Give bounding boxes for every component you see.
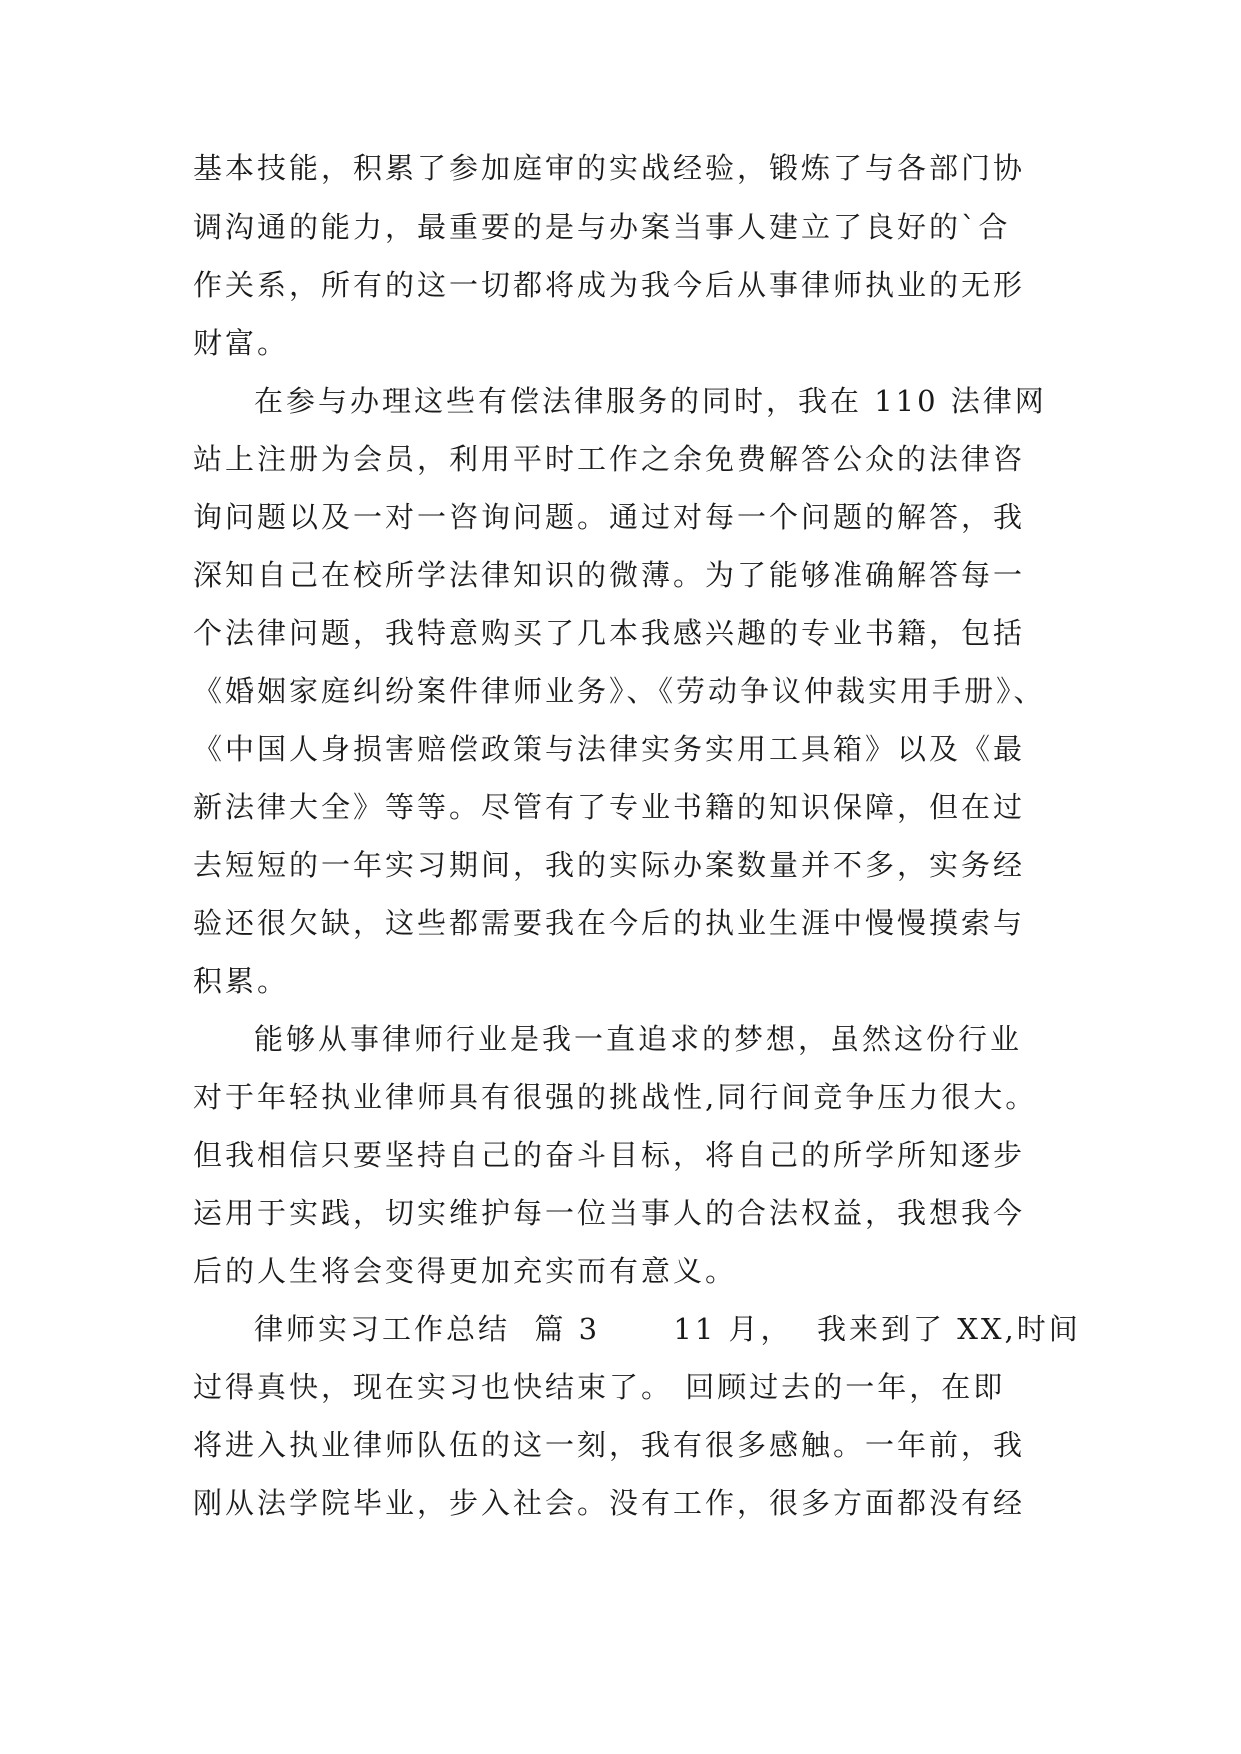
text-line: 深知自己在校所学法律知识的微薄。为了能够准确解答每一 <box>193 558 1026 592</box>
text-line: 新法律大全》等等。尽管有了专业书籍的知识保障，但在过 <box>193 790 1026 824</box>
text-line: 验还很欠缺，这些都需要我在今后的执业生涯中慢慢摸索与 <box>193 906 1026 940</box>
text-line: 去短短的一年实习期间，我的实际办案数量并不多，实务经 <box>193 848 1026 882</box>
text-line: 基本技能，积累了参加庭审的实战经验，锻炼了与各部门协 <box>193 151 1026 185</box>
text-line: 过得真快，现在实习也快结束了。 回顾过去的一年，在即 <box>193 1370 1006 1404</box>
paragraph-first-line: 律师实习工作总结 篇 3 11 月， 我来到了 XX,时间 <box>254 1312 1081 1346</box>
text-line: 运用于实践，切实维护每一位当事人的合法权益，我想我今 <box>193 1196 1026 1230</box>
text-line: 但我相信只要坚持自己的奋斗目标，将自己的所学所知逐步 <box>193 1138 1026 1172</box>
paragraph-first-line: 能够从事律师行业是我一直追求的梦想，虽然这份行业 <box>254 1022 1023 1056</box>
text-line: 询问题以及一对一咨询问题。通过对每一个问题的解答，我 <box>193 500 1026 534</box>
paragraph-first-line: 在参与办理这些有偿法律服务的同时，我在 110 法律网 <box>254 384 1047 418</box>
text-line: 站上注册为会员，利用平时工作之余免费解答公众的法律咨 <box>193 442 1026 476</box>
text-line: 后的人生将会变得更加充实而有意义。 <box>193 1254 738 1288</box>
text-line: 财富。 <box>193 326 290 360</box>
text-line: 对于年轻执业律师具有很强的挑战性,同行间竞争压力很大。 <box>193 1080 1038 1114</box>
text-line: 《婚姻家庭纠纷案件律师业务》、《劳动争议仲裁实用手册》、 <box>193 674 1046 708</box>
text-line: 作关系，所有的这一切都将成为我今后从事律师执业的无形 <box>193 268 1026 302</box>
text-line: 刚从法学院毕业，步入社会。没有工作，很多方面都没有经 <box>193 1486 1026 1520</box>
text-line: 积累。 <box>193 964 290 998</box>
text-line: 调沟通的能力，最重要的是与办案当事人建立了良好的`合 <box>193 210 1011 244</box>
text-line: 将进入执业律师队伍的这一刻，我有很多感触。一年前，我 <box>193 1428 1026 1462</box>
text-line: 《中国人身损害赔偿政策与法律实务实用工具箱》以及《最 <box>193 732 1026 766</box>
text-line: 个法律问题，我特意购买了几本我感兴趣的专业书籍，包括 <box>193 616 1026 650</box>
